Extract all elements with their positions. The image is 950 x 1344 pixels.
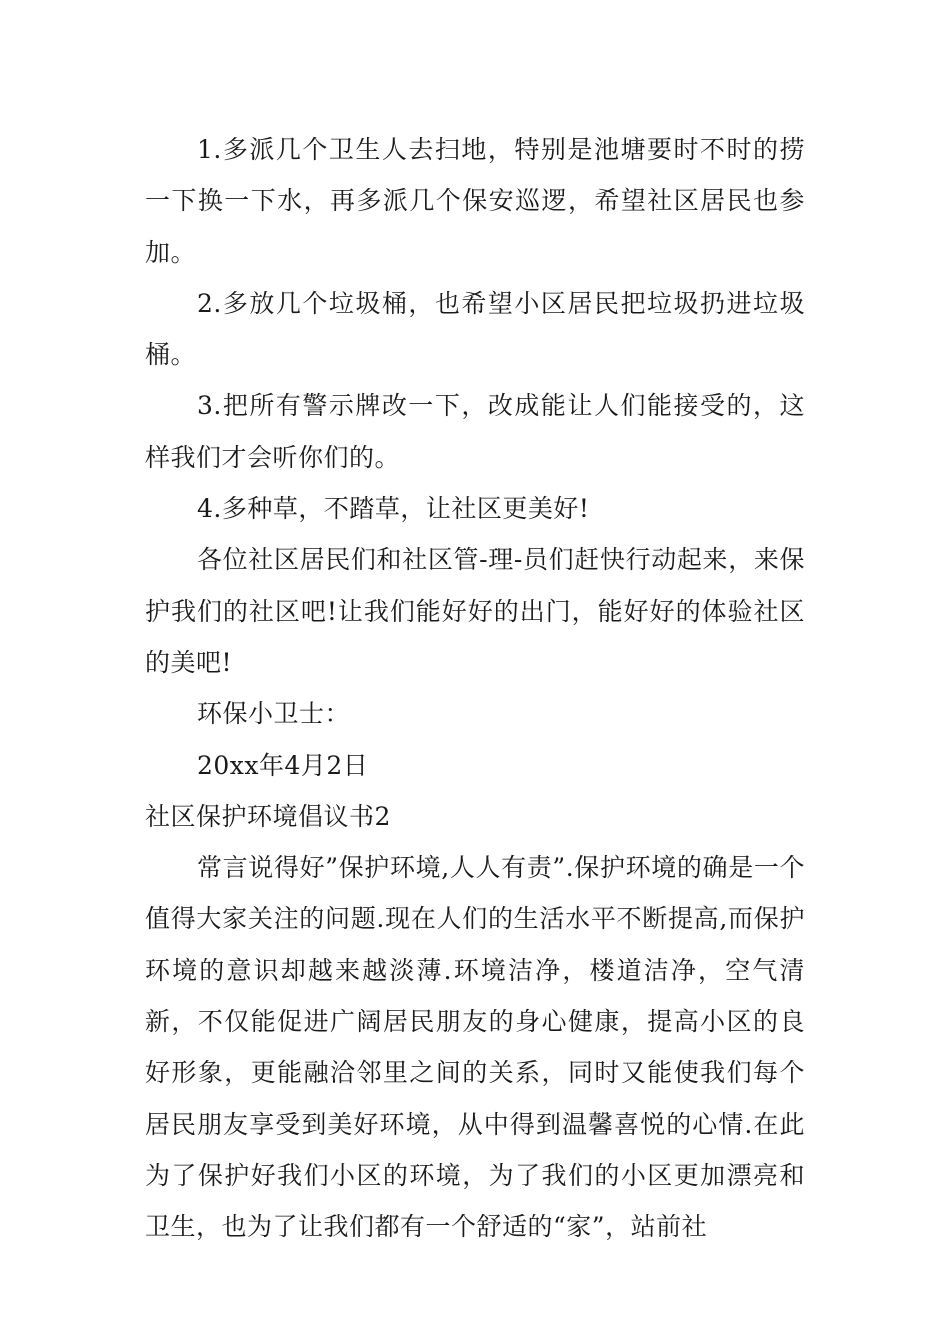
paragraph-item-1: 1.多派几个卫生人去扫地，特别是池塘要时不时的捞一下换一下水，再多派几个保安巡逻，希望社区居民也参加。 bbox=[145, 135, 805, 267]
date-line: 20xx年4月2日 bbox=[197, 750, 369, 780]
section-paragraph: 常言说得好”保护环境,人人有责”.保护环境的确是一个值得大家关注的问题.现在人们的生活水平不断提高,而保护环境的意识却越来越淡薄.环境洁净，楼道洁净，空气清新，不仅能促进广阔居民朋友的身心健康，提高小区的良好形象，更能融洽邻里之间的关系，同时又能使我们每个居民朋友享受到美好环境，从中得到温馨喜悦的心情.在此为了保护好我们小区的环境，为了我们的小区更加漂亮和卫生，也为了让我们都有一个舒适的“家”，站前社 bbox=[145, 853, 805, 1242]
paragraph-item-2: 2.多放几个垃圾桶，也希望小区居民把垃圾扔进垃圾桶。 bbox=[145, 288, 805, 370]
section-heading: 社区保护环境倡议书2 bbox=[145, 801, 391, 831]
paragraph-item-4: 4.多种草，不踏草，让社区更美好! bbox=[197, 494, 590, 524]
paragraph-item-3: 3.把所有警示牌改一下，改成能让人们能接受的，这样我们才会听你们的。 bbox=[145, 391, 805, 472]
paragraph-call-to-action: 各位社区居民们和社区管-理-员们赶快行动起来，来保护我们的社区吧!让我们能好好的出门，能好好的体验社区的美吧! bbox=[145, 545, 805, 677]
signature-line: 环保小卫士： bbox=[197, 699, 351, 729]
document-body bbox=[145, 124, 805, 1253]
